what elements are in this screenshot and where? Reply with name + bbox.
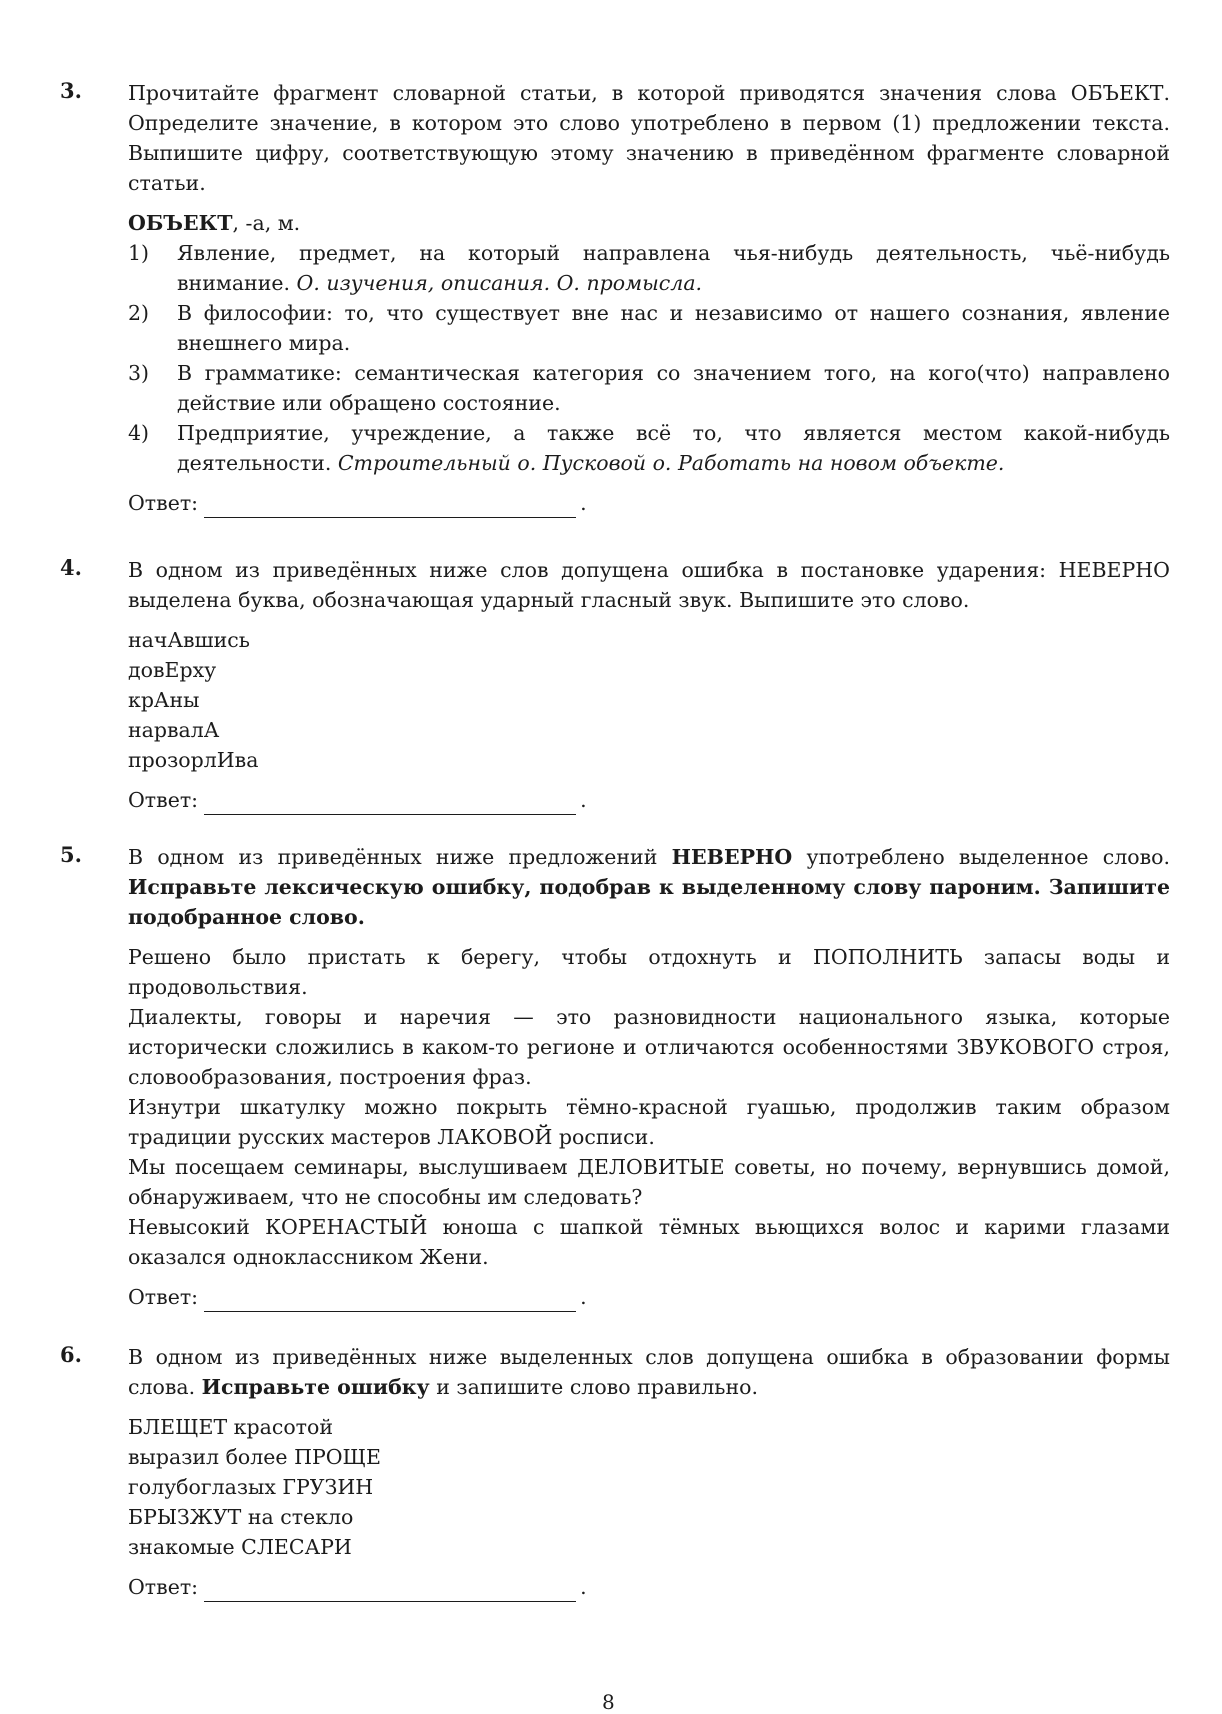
answer-field[interactable]: [204, 495, 576, 518]
grammar-note: , -а, м.: [232, 211, 301, 235]
list-item: нарвалА: [128, 718, 220, 742]
sentence: Изнутри шкатулку можно покрыть тёмно-красной гуашью, продолжив таким образом традиции русских мастеров ЛАКОВОЙ росписи.: [128, 1095, 1170, 1149]
task-instruction: Исправьте лексическую ошибку, подобрав к выделенному слову пароним. Запишите подобранное слово.: [128, 875, 1170, 929]
sentence: Решено было пристать к берегу, чтобы отдохнуть и ПОПОЛНИТЬ запасы воды и продовольствия.: [128, 945, 1170, 999]
page-number: 8: [602, 1690, 615, 1714]
list-item: БРЫЗЖУТ на стекло: [128, 1505, 354, 1529]
task-6: [60, 1342, 1170, 1602]
task-intro: В одном из приведённых ниже предложений НЕВЕРНО употреблено выделенное слово. Исправьте лексическую ошибку, подобрав к выделенному слову пароним. Запишите подобранное слово.: [128, 845, 1170, 929]
sentence: Мы посещаем семинары, выслушиваем ДЕЛОВИТЫЕ советы, но почему, вернувшись домой, обнаруживаем, что не способны им следовать?: [128, 1155, 1170, 1209]
task-intro: Прочитайте фрагмент словарной статьи, в которой приводятся значения слова ОБЪЕКТ. Определите значение, в котором это слово употреблено в первом (1) предложении текста. Выпишите цифру, соответствующую этому значению в приведённом фрагменте словарной статьи.: [128, 81, 1170, 195]
list-item: выразил более ПРОЩЕ: [128, 1445, 381, 1469]
task-5: [60, 842, 1170, 1312]
answer-field[interactable]: [204, 1289, 576, 1312]
definition: 2) В философии: то, что существует вне нас и независимо от нашего сознания, явление внешнего мира.: [128, 301, 1170, 355]
sentence: Диалекты, говоры и наречия — это разновидности национального языка, которые исторически сложились в каком-то регионе и отличаются особенностями ЗВУКОВОГО строя, словообразования, построения фраз.: [128, 1005, 1170, 1089]
answer-field[interactable]: [204, 792, 576, 815]
list-item: голубоглазых ГРУЗИН: [128, 1475, 374, 1499]
list-item: БЛЕЩЕТ красотой: [128, 1415, 334, 1439]
sentence: Невысокий КОРЕНАСТЫЙ юноша с шапкой тёмных вьющихся волос и карими глазами оказался одноклассником Жени.: [128, 1215, 1170, 1269]
answer-label: Ответ:: [128, 788, 199, 812]
answer-row: Ответ: .: [128, 785, 1170, 815]
list-item: довЕрху: [128, 658, 217, 682]
answer-row: Ответ: .: [128, 488, 1170, 518]
task-number: 3.: [60, 78, 82, 103]
task-intro: В одном из приведённых ниже выделенных слов допущена ошибка в образовании формы слова. Исправьте ошибку и запишите слово правильно.: [128, 1345, 1170, 1399]
task-number: 6.: [60, 1342, 82, 1367]
headword: ОБЪЕКТ: [128, 211, 233, 235]
task-intro: В одном из приведённых ниже слов допущена ошибка в постановке ударения: НЕВЕРНО выделена буква, обозначающая ударный гласный звук. Выпишите это слово.: [128, 558, 1170, 612]
answer-field[interactable]: [204, 1579, 576, 1602]
answer-label: Ответ:: [128, 1285, 199, 1309]
answer-label: Ответ:: [128, 1575, 199, 1599]
task-4: [60, 555, 1170, 815]
list-item: прозорлИва: [128, 748, 259, 772]
definition: 1) Явление, предмет, на который направлена чья-нибудь деятельность, чьё-нибудь внимание. О. изучения, описания. О. промысла.: [128, 241, 1170, 295]
dictionary-headword-line: [128, 208, 1170, 238]
task-3: [60, 78, 1170, 518]
list-item: начАвшись: [128, 628, 250, 652]
list-item: знакомые СЛЕСАРИ: [128, 1535, 352, 1559]
answer-row: Ответ: .: [128, 1572, 1170, 1602]
answer-row: Ответ: .: [128, 1282, 1170, 1312]
task-number: 5.: [60, 842, 82, 867]
definition: 3) В грамматике: семантическая категория со значением того, на кого(что) направлено действие или обращено состояние.: [128, 361, 1170, 415]
answer-label: Ответ:: [128, 491, 199, 515]
definition: 4) Предприятие, учреждение, а также всё то, что является местом какой-нибудь деятельности. Строительный о. Пусковой о. Работать на новом объекте.: [128, 421, 1170, 475]
list-item: крАны: [128, 688, 200, 712]
task-number: 4.: [60, 555, 82, 580]
